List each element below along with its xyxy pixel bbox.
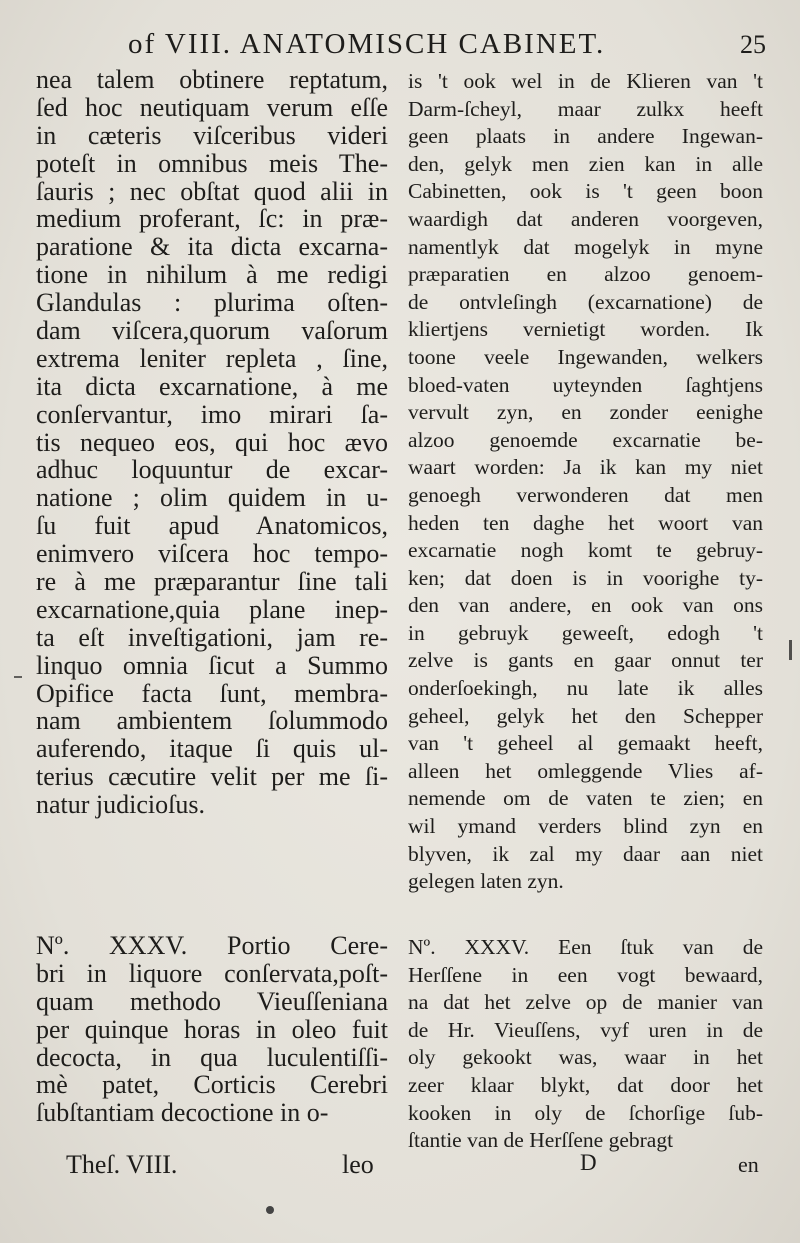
entry-line: kooken in oly de ſchorſige ſub-	[408, 1100, 763, 1125]
catchword-right: en	[738, 1152, 759, 1177]
running-header	[0, 28, 800, 68]
text-line: bloed-vaten uyteynden ſaghtjens	[408, 372, 763, 397]
catchword-left: leo	[342, 1150, 374, 1179]
latin-column	[36, 66, 388, 819]
text-line: gelegen laten zyn.	[408, 869, 564, 894]
entry-line: per quinque horas in oleo fuit	[36, 1015, 388, 1044]
text-line: de ontvleſingh (excarnatione) de	[408, 289, 763, 314]
text-line: tione in nihilum à me redigi	[36, 261, 388, 290]
text-line: van 't geheel al gemaakt heeft,	[408, 731, 763, 756]
text-line: blyven, ik zal my daar aan niet	[408, 841, 763, 866]
text-line: den van andere, en ook van ons	[408, 593, 763, 618]
footer-thesaurus: Theſ. VIII.	[66, 1150, 178, 1179]
text-line: dam viſcera,quorum vaſorum	[36, 317, 388, 345]
text-line: ſed hoc neutiquam verum eſſe	[36, 93, 388, 122]
text-line: excarnatione,quia plane inep-	[36, 595, 388, 624]
text-line: ſu fuit apud Anatomicos,	[36, 512, 388, 541]
text-line: geheel, gelyk het den Schepper	[408, 703, 763, 728]
text-line: Glandulas : plurima oſten-	[36, 289, 388, 318]
entry-line: de Hr. Vieuſſens, vyf uren in de	[408, 1017, 763, 1042]
text-line: geen plaats in andere Ingewan-	[408, 124, 763, 149]
text-line: auferendo, itaque ſi quis ul-	[36, 735, 388, 764]
text-line: genoegh verwonderen dat men	[408, 482, 763, 507]
dutch-entry-xxxv	[408, 934, 763, 1155]
text-line: medium proferant, ſc: in præ-	[36, 205, 388, 234]
entry-line: decocta, in qua luculentiſſi-	[36, 1043, 388, 1072]
text-line: adhuc loquuntur de excar-	[36, 456, 388, 485]
entry-line: bri in liquore conſervata,poſt-	[36, 959, 388, 988]
entry-line: ſtantie van de Herſſene gebragt	[408, 1128, 674, 1153]
text-line: vervult zyn, en zonder eenighe	[408, 400, 763, 425]
text-line: ſauris ; nec obſtat quod alii in	[36, 177, 388, 206]
text-line: alleen het omleggende Vlies af-	[408, 758, 763, 783]
signature-mark: D	[580, 1150, 597, 1175]
text-line: toone veele Ingewanden, welkers	[408, 344, 763, 369]
text-line: linquo omnia ſicut a Summo	[36, 651, 388, 680]
text-line: præparatien en alzoo genoem-	[408, 262, 763, 287]
text-line: Darm-ſcheyl, maar zulkx heeft	[408, 96, 763, 121]
text-line: Cabinetten, ook is 't geen boon	[408, 179, 763, 204]
text-line: den, gelyk men zien kan in alle	[408, 151, 763, 176]
latin-entry-xxxv	[36, 932, 388, 1127]
entry-line: oly gekookt was, waar in het	[408, 1045, 763, 1070]
text-line: alzoo genoemde excarnatie be-	[408, 427, 763, 452]
text-line: in cæteris viſceribus videri	[36, 121, 388, 150]
entry-line: ſubſtantiam decoctione in o-	[36, 1099, 329, 1128]
header-title: of VIII. ANATOMISCH CABINET.	[128, 28, 606, 60]
text-line: onderſoekingh, nu late ik alles	[408, 676, 763, 701]
page-bottom-margin	[0, 1190, 800, 1243]
text-line: paratione & ita dicta excarna-	[36, 233, 388, 262]
entry-line: Nº. XXXV. Portio Cere-	[36, 932, 388, 960]
text-line: wil ymand verders blind zyn en	[408, 814, 763, 839]
text-line: tis nequeo eos, qui hoc ævo	[36, 428, 388, 457]
text-line: in gebruyk geweeſt, edogh 't	[408, 620, 763, 645]
text-line: conſervantur, imo mirari ſa-	[36, 400, 388, 429]
entry-line: Nº. XXXV. Een ſtuk van de	[408, 935, 763, 959]
page-number: 25	[740, 30, 766, 59]
text-line: ita dicta excarnatione, à me	[36, 372, 388, 401]
text-line: poteſt in omnibus meis The-	[36, 149, 388, 178]
ink-dot	[266, 1206, 274, 1214]
text-line: ken; dat doen is in voorighe ty-	[408, 565, 763, 590]
text-line: enimvero viſcera hoc tempo-	[36, 540, 388, 569]
entry-line: zeer klaar blykt, dat door het	[408, 1072, 763, 1097]
entry-line: quam methodo Vieuſſeniana	[36, 987, 388, 1016]
entry-line: na dat het zelve op de manier van	[408, 990, 763, 1015]
text-line: waardigh dat anderen voorgeven,	[408, 206, 763, 231]
entry-line: mè patet, Corticis Cerebri	[36, 1071, 388, 1100]
text-line: re à me præparantur ſine tali	[36, 568, 388, 596]
text-line: extrema leniter repleta , ſine,	[36, 344, 388, 373]
text-line: natione ; olim quidem in u-	[36, 484, 388, 513]
entry-line: Herſſene in een vogt bewaard,	[408, 962, 763, 987]
text-line: excarnatie nogh komt te gebruy-	[408, 538, 763, 563]
text-line: heden ten daghe het woort van	[408, 510, 763, 535]
text-line: nam ambientem ſolummodo	[36, 707, 388, 736]
text-line: is 't ook wel in de Klieren van 't	[408, 69, 763, 93]
text-line: natur judicioſus.	[36, 791, 205, 820]
text-line: nea talem obtinere reptatum,	[36, 66, 388, 94]
text-line: kliertjens vernietigt worden. Ik	[408, 317, 763, 342]
dutch-column	[408, 68, 763, 896]
text-line: terius cæcutire velit per me ſi-	[36, 763, 388, 792]
text-line: zelve is gants en gaar onnut ter	[408, 648, 763, 673]
text-line: nemende om de vaten te zien; en	[408, 786, 763, 811]
text-line: waart worden: Ja ik kan my niet	[408, 455, 763, 480]
text-line: namentlyk dat mogelyk in myne	[408, 234, 763, 259]
ink-mark-left	[14, 676, 22, 678]
text-line: ta eſt inveſtigationi, jam re-	[36, 623, 388, 652]
ink-mark-right	[789, 640, 792, 660]
text-line: Opifice facta ſunt, membra-	[36, 679, 388, 708]
